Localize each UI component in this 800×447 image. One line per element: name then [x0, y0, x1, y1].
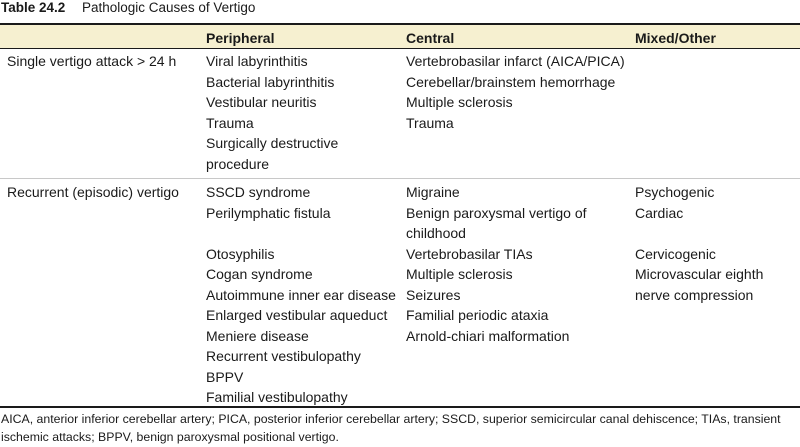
list-item: Multiple sclerosis	[406, 94, 513, 110]
row-divider	[0, 178, 800, 179]
list-item: Cogan syndrome	[206, 266, 313, 282]
list-item: Vestibular neuritis	[206, 94, 317, 110]
list-item: Benign paroxysmal vertigo of	[406, 204, 587, 221]
table-number: Table 24.2	[1, 0, 66, 15]
header-rule	[0, 48, 800, 49]
list-item: Multiple sclerosis	[406, 266, 513, 282]
list-item: Migraine	[406, 184, 460, 200]
list-item: BPPV	[206, 368, 244, 385]
list-item: Perilymphatic fistula	[206, 204, 331, 221]
list-item: Surgically destructive	[206, 135, 339, 151]
list-item: Trauma	[206, 114, 254, 131]
row2-other-cell	[635, 182, 763, 305]
list-item: Arnold-chiari malformation	[406, 327, 570, 344]
list-item: childhood	[406, 225, 466, 241]
header-peripheral: Peripheral	[206, 30, 275, 46]
bottom-rule	[0, 406, 800, 408]
row2-central-cell	[406, 182, 587, 346]
row1-peripheral-cell	[206, 51, 338, 174]
list-item: Bacterial labyrinthitis	[206, 73, 335, 90]
list-item: Trauma	[406, 114, 454, 131]
list-item: Cerebellar/brainstem hemorrhage	[406, 73, 616, 90]
list-item: procedure	[206, 155, 270, 172]
list-item: Autoimmune inner ear disease	[206, 286, 396, 303]
table-title: Pathologic Causes of Vertigo	[82, 0, 256, 15]
list-item: Viral labyrinthitis	[206, 53, 308, 69]
list-item	[635, 223, 763, 244]
row2-peripheral-cell	[206, 182, 396, 408]
row-label-single: Single vertigo attack > 24 h	[7, 53, 177, 69]
list-item: Cardiac	[635, 204, 684, 221]
list-item: SSCD syndrome	[206, 184, 311, 200]
table-title-row	[0, 0, 800, 22]
list-item: Cervicogenic	[635, 245, 716, 262]
list-item: nerve compression	[635, 286, 754, 303]
table-header-row	[0, 30, 800, 48]
list-item: Otosyphilis	[206, 245, 275, 262]
header-central: Central	[406, 30, 455, 46]
row-label-recurrent: Recurrent (episodic) vertigo	[7, 184, 179, 200]
row1-central-cell	[406, 51, 625, 133]
list-item: Seizures	[406, 286, 461, 303]
list-item: Enlarged vestibular aqueduct	[206, 307, 388, 323]
table-footnote: AICA, anterior inferior cerebellar artery; PICA, posterior inferior cerebellar artery; SSCD, superior semicircular canal dehiscence; TIAs, transient ischemic attacks; BPPV, benign paroxysmal positional vertigo.	[1, 412, 781, 444]
list-item: Meniere disease	[206, 327, 309, 344]
list-item: Familial vestibulopathy	[206, 389, 348, 405]
list-item	[206, 223, 396, 244]
list-item: Recurrent vestibulopathy	[206, 348, 361, 364]
list-item: Psychogenic	[635, 184, 715, 200]
list-item: Vertebrobasilar infarct (AICA/PICA)	[406, 53, 625, 69]
list-item: Vertebrobasilar TIAs	[406, 245, 533, 262]
header-mixed-other: Mixed/Other	[635, 30, 716, 46]
list-item: Microvascular eighth	[635, 266, 764, 282]
list-item: Familial periodic ataxia	[406, 307, 549, 323]
